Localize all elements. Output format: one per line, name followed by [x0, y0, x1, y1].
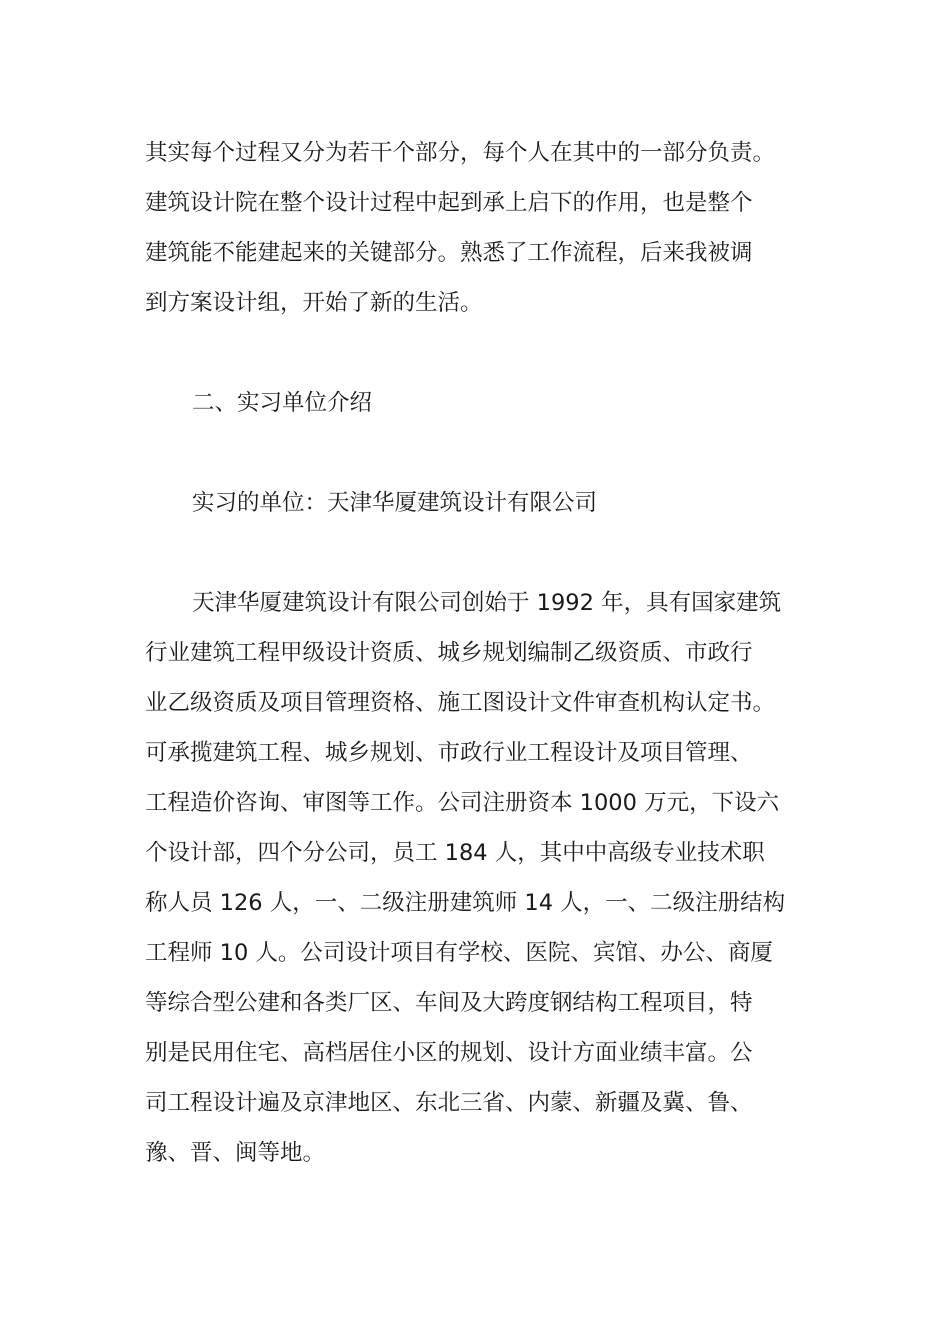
paragraph-2-line: 别是民用住宅、高档居住小区的规划、设计方面业绩丰富。公	[145, 1040, 753, 1066]
document-body	[145, 128, 825, 1178]
section-heading: 二、实习单位介绍	[192, 390, 373, 416]
paragraph-2-line: 天津华厦建筑设计有限公司创始于 1992 年，具有国家建筑	[192, 590, 782, 616]
paragraph-spacer	[145, 528, 825, 578]
paragraph-1-line: 建筑能不能建起来的关键部分。熟悉了工作流程，后来我被调	[145, 240, 753, 266]
paragraph-2-line: 可承揽建筑工程、城乡规划、市政行业工程设计及项目管理、	[145, 740, 753, 766]
paragraph-2-line: 司工程设计遍及京津地区、东北三省、内蒙、新疆及冀、鲁、	[145, 1090, 753, 1116]
paragraph-2-line: 个设计部，四个分公司，员工 184 人，其中中高级专业技术职	[145, 840, 765, 866]
paragraph-1-line: 其实每个过程又分为若干个部分，每个人在其中的一部分负责。	[145, 140, 776, 166]
paragraph-2	[145, 578, 825, 1178]
paragraph-spacer	[145, 328, 825, 378]
paragraph-2-line: 工程师 10 人。公司设计项目有学校、医院、宾馆、办公、商厦	[145, 940, 773, 966]
paragraph-2-line: 称人员 126 人，一、二级注册建筑师 14 人，一、二级注册结构	[145, 890, 786, 916]
paragraph-2-line: 业乙级资质及项目管理资格、施工图设计文件审查机构认定书。	[145, 690, 776, 716]
paragraph-2-line: 工程造价咨询、审图等工作。公司注册资本 1000 万元，下设六	[145, 790, 780, 816]
paragraph-spacer	[145, 428, 825, 478]
internship-unit-line: 实习的单位：天津华厦建筑设计有限公司	[192, 490, 598, 516]
paragraph-2-line: 行业建筑工程甲级设计资质、城乡规划编制乙级资质、市政行	[145, 640, 753, 666]
paragraph-1	[145, 128, 825, 328]
paragraph-2-line: 豫、晋、闽等地。	[145, 1140, 326, 1166]
paragraph-1-line: 到方案设计组，开始了新的生活。	[145, 290, 483, 316]
paragraph-1-line: 建筑设计院在整个设计过程中起到承上启下的作用，也是整个	[145, 190, 753, 216]
paragraph-2-line: 等综合型公建和各类厂区、车间及大跨度钢结构工程项目，特	[145, 990, 753, 1016]
